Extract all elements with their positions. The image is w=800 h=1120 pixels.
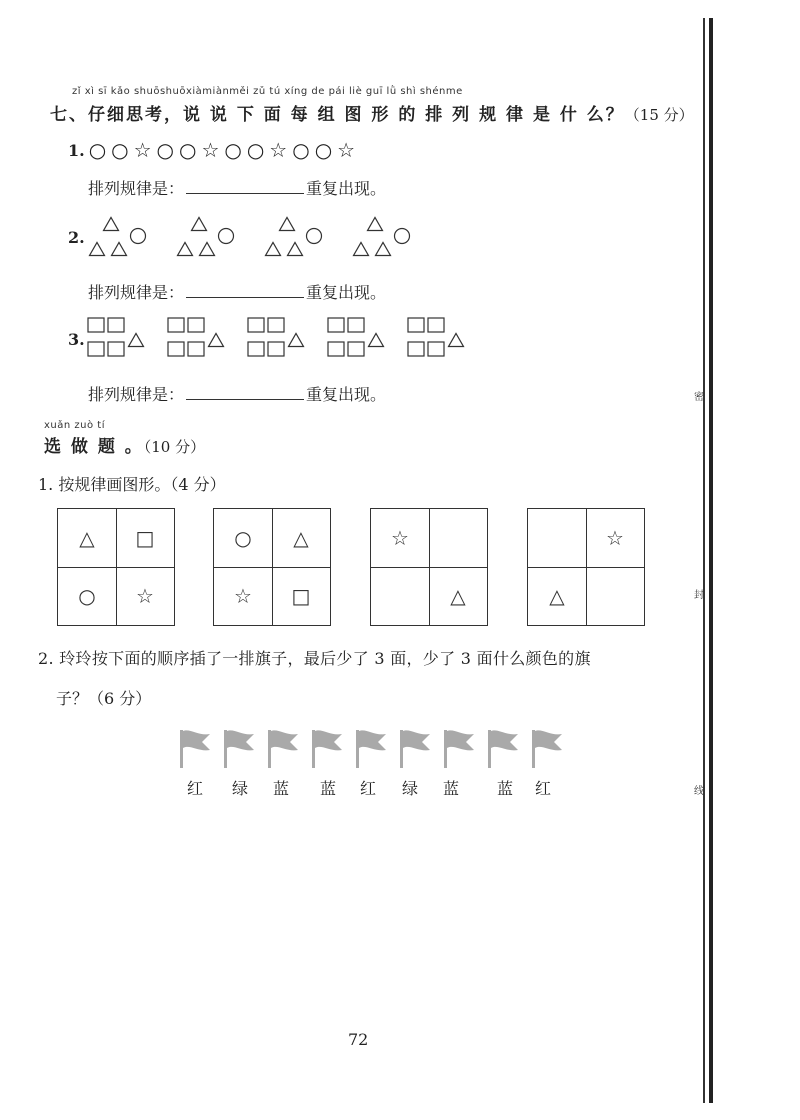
flag-color-label: 绿: [401, 779, 418, 798]
flag-color-label: 蓝: [496, 779, 513, 798]
flag-color-label: 蓝: [442, 779, 459, 798]
section8-pinyin: xuǎn zuò tí: [44, 420, 105, 431]
flag-icon: [268, 730, 298, 768]
circle-shape: [219, 229, 234, 244]
flag-color-label: 红: [534, 779, 551, 798]
star-shape: ☆: [337, 138, 356, 162]
triangle-shape: [449, 333, 464, 346]
q1-shape-sequence: [89, 138, 360, 162]
s8-q1-text: 1. 按规律画图形。（4 分）: [38, 475, 226, 494]
square-shape: [88, 342, 104, 356]
square-shape: [248, 318, 264, 332]
circle-shape: ○: [224, 138, 242, 162]
square-shape: [248, 342, 264, 356]
flag-icon: [400, 730, 430, 768]
triangle-shape: [369, 333, 384, 346]
grid-cell: ○: [78, 584, 96, 608]
grid-cell: ○: [234, 526, 252, 550]
flag-color-label: 红: [359, 779, 376, 798]
section8-score: （10 分）: [143, 438, 206, 456]
answer-prefix: 排列规律是：: [88, 283, 185, 302]
triangle-shape: [112, 242, 127, 255]
q2-number: 2.: [68, 228, 85, 247]
q1-answer-line: [88, 176, 386, 199]
answer-blank[interactable]: [186, 283, 304, 298]
circle-shape: [395, 229, 410, 244]
grid-cell: ☆: [606, 526, 624, 550]
flag-row: [176, 726, 566, 770]
section7-heading: [50, 100, 694, 125]
answer-suffix: 重复出现。: [306, 179, 387, 198]
square-shape: [328, 342, 344, 356]
grid-cell: ☆: [136, 584, 154, 608]
circle-shape: ○: [156, 138, 174, 162]
flag-icon: [312, 730, 342, 768]
grid-cell: ☆: [391, 526, 409, 550]
answer-suffix: 重复出现。: [306, 283, 387, 302]
triangle-shape: [129, 333, 144, 346]
square-shape: [168, 318, 184, 332]
circle-shape: ○: [292, 138, 310, 162]
grid-cell[interactable]: [528, 509, 586, 567]
grid-cell: △: [79, 526, 95, 550]
flag-icon: [356, 730, 386, 768]
grid-cell: △: [450, 584, 466, 608]
square-shape: [268, 318, 284, 332]
grid-cell: △: [549, 584, 565, 608]
q1-row: [68, 138, 360, 162]
circle-shape: ○: [314, 138, 333, 162]
s8-q2-line2: 子？（6 分）: [56, 689, 152, 708]
square-shape: [328, 318, 344, 332]
grid-cell: △: [293, 526, 309, 550]
q2-answer-line: [88, 280, 386, 303]
square-shape: [428, 318, 444, 332]
triangle-shape: [288, 242, 303, 255]
flag-icon: [180, 730, 210, 768]
q3-answer-line: [88, 382, 386, 405]
page-number: 72: [348, 1030, 369, 1049]
pattern-grid: [57, 508, 175, 626]
circle-shape: [131, 229, 146, 244]
margin-line-thin: [703, 18, 705, 1103]
grid-cell: □: [291, 584, 311, 608]
triangle-shape: [368, 217, 383, 230]
square-shape: [168, 342, 184, 356]
square-shape: [108, 342, 124, 356]
section7-pinyin: zǐ xì sī kǎo shuōshuōxiàmiànměi zǔ tú xíng de pái liè guī lǜ shì shénme: [72, 86, 463, 97]
triangle-shape: [104, 217, 119, 230]
circle-shape: ○: [88, 138, 107, 162]
grid-cell[interactable]: [371, 567, 429, 625]
grid-cell[interactable]: [429, 509, 487, 567]
square-shape: [108, 318, 124, 332]
pattern-grid: [370, 508, 488, 626]
pattern-grid: [527, 508, 645, 626]
square-shape: [348, 318, 364, 332]
triangle-shape: [90, 242, 105, 255]
circle-shape: ○: [179, 138, 197, 162]
q2-triangle-groups: [86, 214, 426, 262]
q3-number: 3.: [68, 330, 85, 349]
s8-q2-line1: 2. 玲玲按下面的顺序插了一排旗子，最后少了 3 面，少了 3 面什么颜色的旗: [38, 649, 591, 668]
flag-icon: [488, 730, 518, 768]
margin-line-thick: [709, 18, 713, 1103]
pattern-grid: [213, 508, 331, 626]
flag-color-label: 蓝: [319, 779, 336, 798]
square-shape: [268, 342, 284, 356]
flag-icon: [444, 730, 474, 768]
star-shape: ☆: [133, 138, 152, 162]
answer-blank[interactable]: [186, 385, 304, 400]
square-shape: [188, 342, 204, 356]
square-shape: [348, 342, 364, 356]
section8-title: 选 做 题 。: [44, 437, 144, 457]
grid-cell[interactable]: [586, 567, 644, 625]
triangle-shape: [354, 242, 369, 255]
flag-color-label: 绿: [231, 779, 248, 798]
triangle-shape: [266, 242, 281, 255]
triangle-shape: [376, 242, 391, 255]
margin-char-mi: 密: [694, 392, 704, 403]
section7-score: （15 分）: [624, 106, 694, 124]
grid-cell: ☆: [234, 584, 252, 608]
triangle-shape: [280, 217, 295, 230]
star-shape: ☆: [201, 138, 220, 162]
flag-color-label: 红: [186, 779, 203, 798]
star-shape: ☆: [269, 138, 288, 162]
margin-char-feng: 封: [694, 590, 704, 601]
flag-color-label: 蓝: [272, 779, 289, 798]
square-shape: [188, 318, 204, 332]
section8-heading: [44, 432, 205, 457]
answer-suffix: 重复出现。: [306, 385, 387, 404]
square-shape: [408, 318, 424, 332]
circle-shape: ○: [111, 138, 129, 162]
flag-icon: [224, 730, 254, 768]
q3-square-groups: [86, 316, 476, 362]
square-shape: [408, 342, 424, 356]
circle-shape: [307, 229, 322, 244]
answer-prefix: 排列规律是：: [88, 179, 185, 198]
triangle-shape: [289, 333, 304, 346]
flag-icon: [532, 730, 562, 768]
answer-blank[interactable]: [186, 179, 304, 194]
triangle-shape: [192, 217, 207, 230]
margin-char-xian: 线: [694, 786, 704, 797]
triangle-shape: [178, 242, 193, 255]
q1-number: 1.: [68, 140, 85, 160]
square-shape: [88, 318, 104, 332]
square-shape: [428, 342, 444, 356]
section7-title: 七、仔细思考，说 说 下 面 每 组 图 形 的 排 列 规 律 是 什 么？: [50, 105, 625, 125]
circle-shape: ○: [246, 138, 265, 162]
triangle-shape: [209, 333, 224, 346]
grid-cell: □: [135, 526, 155, 550]
answer-prefix: 排列规律是：: [88, 385, 185, 404]
triangle-shape: [200, 242, 215, 255]
